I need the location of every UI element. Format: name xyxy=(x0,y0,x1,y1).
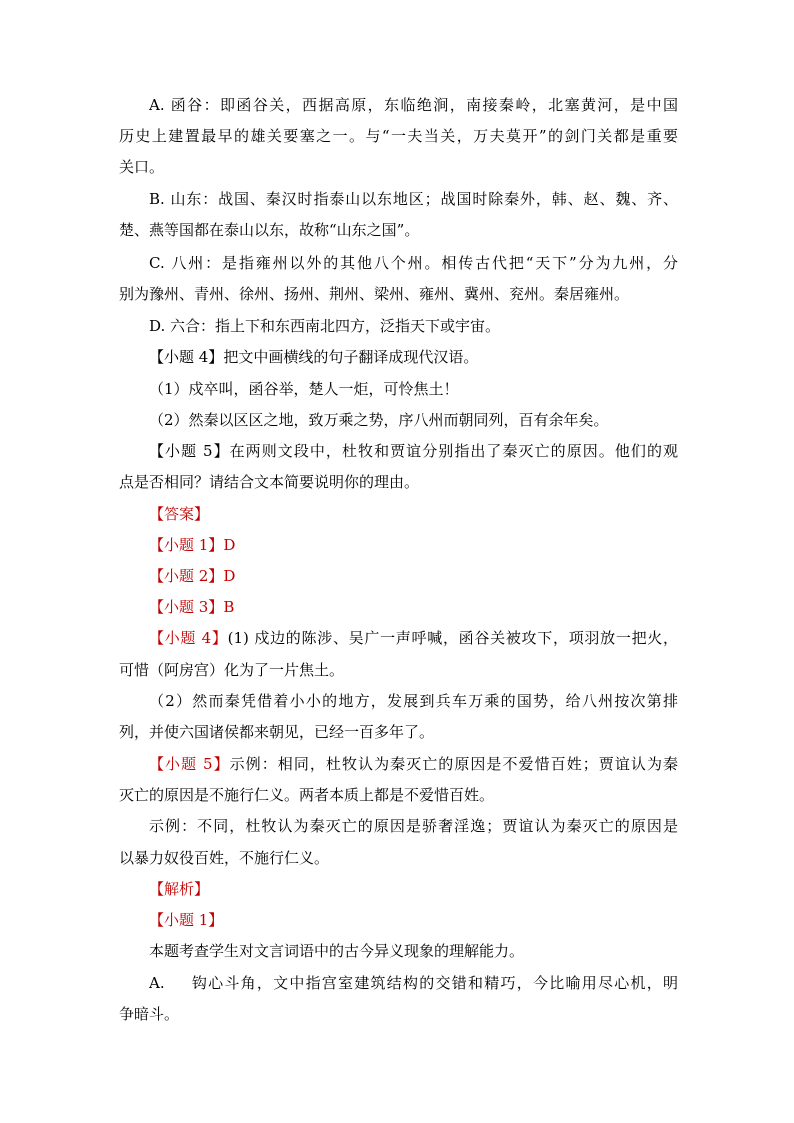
option-b-line2: 楚、燕等国都在泰山以东，故称“山东之国”。 xyxy=(119,221,420,239)
answer-4-line2: 可惜（阿房宫）化为了一片焦土。 xyxy=(119,661,345,679)
analysis-a-line1 xyxy=(149,973,678,993)
question-4-sentence-2: （2）然秦以区区之地，致万乘之势，序八州而朝同列，百有余年矣。 xyxy=(149,411,609,429)
answer-1-value: D xyxy=(223,536,236,554)
answer-2-value: D xyxy=(223,567,236,585)
answer-4-label: 【小题 4】 xyxy=(149,629,228,647)
analysis-q1-label: 【小题 1】 xyxy=(149,911,224,929)
option-b-line1: B. 山东：战国、秦汉时指泰山以东地区；战国时除秦外，韩、赵、魏、齐、 xyxy=(149,190,678,208)
answer-5-line4: 以暴力奴役百姓，不施行仁义。 xyxy=(119,849,330,867)
question-5-text: 在两则文段中，杜牧和贾谊分别指出了秦灭亡的原因。他们的观 xyxy=(229,442,678,460)
question-4-label: 【小题 4】 xyxy=(149,348,224,366)
answer-3-label: 【小题 3】 xyxy=(149,598,224,616)
question-4 xyxy=(149,347,478,367)
answer-2 xyxy=(149,566,235,586)
answer-5-text: 示例：相同，杜牧认为秦灭亡的原因是不爱惜百姓；贾谊认为秦 xyxy=(229,755,678,773)
option-c-line2: 别为豫州、青州、徐州、扬州、荆州、梁州、雍州、冀州、兖州。秦居雍州。 xyxy=(119,285,630,303)
answer-5-line2: 灭亡的原因是不施行仁义。两者本质上都是不爱惜百姓。 xyxy=(119,786,495,804)
question-4-text: 把文中画横线的句子翻译成现代汉语。 xyxy=(223,348,479,366)
question-5-label: 【小题 5】 xyxy=(149,442,230,460)
analysis-a-label: A. xyxy=(149,974,165,992)
question-5-line2: 点是否相同？请结合文本简要说明你的理由。 xyxy=(119,473,420,491)
answer-1-label: 【小题 1】 xyxy=(149,536,224,554)
analysis-line1: 本题考查学生对文言词语中的古今异义现象的理解能力。 xyxy=(149,942,525,960)
analysis-heading: 【解析】 xyxy=(149,880,210,898)
answer-3 xyxy=(149,597,234,617)
answer-4-line4: 列，并使六国诸侯都来朝见，已经一百多年了。 xyxy=(119,723,435,741)
answer-2-label: 【小题 2】 xyxy=(149,567,224,585)
answer-5-line1 xyxy=(149,754,678,774)
answer-3-value: B xyxy=(223,598,235,616)
answer-heading: 【答案】 xyxy=(149,505,210,523)
option-c-line1: C. 八州：是指雍州以外的其他八个州。相传古代把“天下”分为九州，分 xyxy=(149,254,678,272)
answer-4-line1 xyxy=(149,628,678,648)
analysis-a-line2: 争暗斗。 xyxy=(119,1005,180,1023)
analysis-a-text: 钩心斗角，文中指宫室建筑结构的交错和精巧，今比喻用尽心机，明 xyxy=(190,974,678,992)
question-5-line1 xyxy=(149,441,678,461)
option-a-line3: 关口。 xyxy=(119,158,165,176)
answer-4-line3: （2）然而秦凭借着小小的地方，发展到兵车万乘的国势，给八州按次第排 xyxy=(149,692,678,710)
answer-4-text: (1) 戍边的陈涉、吴广一声呼喊，函谷关被攻下，项羽放一把火， xyxy=(227,629,678,647)
option-a-line1: A. 函谷：即函谷关，西据高原，东临绝涧，南接秦岭，北塞黄河，是中国 xyxy=(149,96,678,114)
answer-5-line3: 示例：不同，杜牧认为秦灭亡的原因是骄奢淫逸；贾谊认为秦灭亡的原因是 xyxy=(149,817,678,835)
question-4-sentence-1: （1）戍卒叫，函谷举，楚人一炬，可怜焦土！ xyxy=(149,380,459,398)
option-a-line2: 历史上建置最早的雄关要塞之一。与“一夫当关，万夫莫开”的剑门关都是重要 xyxy=(119,127,678,145)
answer-5-label: 【小题 5】 xyxy=(149,755,230,773)
answer-1 xyxy=(149,535,235,555)
option-d-line1: D. 六合：指上下和东西南北四方，泛指天下或宇宙。 xyxy=(149,317,501,335)
